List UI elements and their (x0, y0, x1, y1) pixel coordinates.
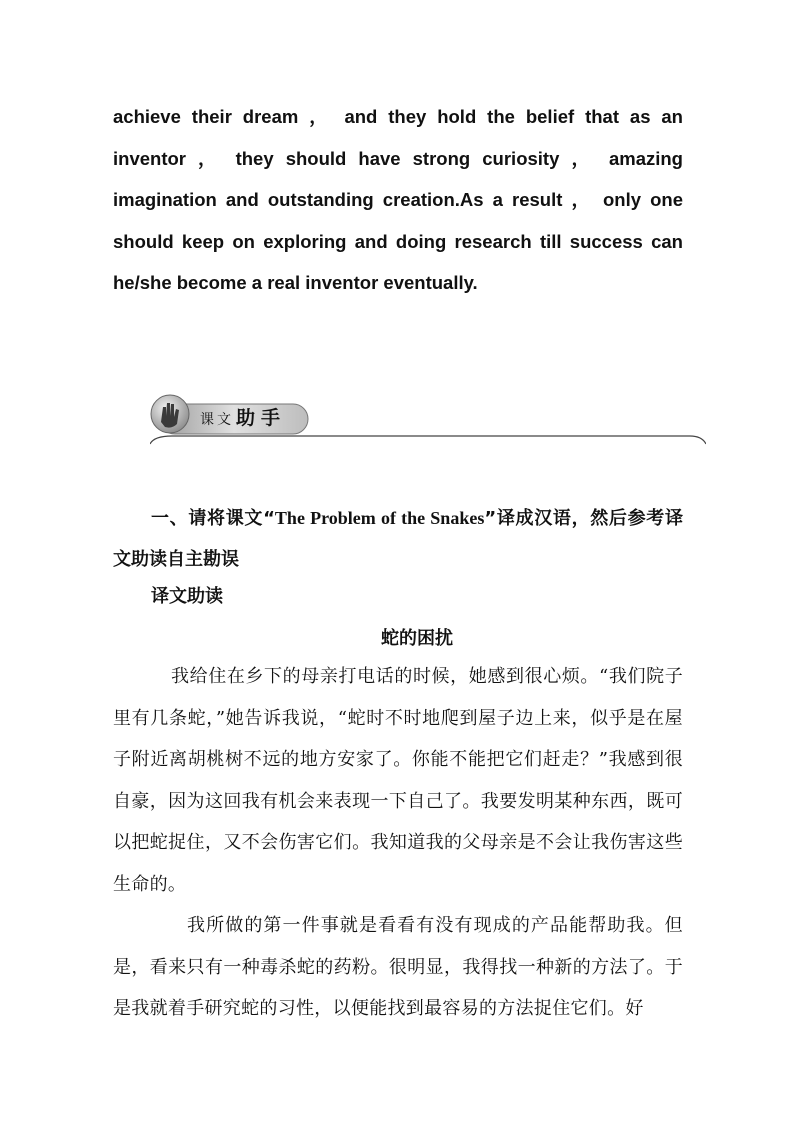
translation-paragraph-2: 我所做的第一件事就是看看有没有现成的产品能帮助我。但是，看来只有一种毒杀蛇的药粉。很明显，我得找一种新的方法了。于是我就着手研究蛇的习性，以便能找到最容易的方法捉住它们。好 (113, 915, 683, 1019)
section-heading-prefix: 一、请将课文“ (151, 508, 275, 529)
translation-paragraph-1: 我给住在乡下的母亲打电话的时候，她感到很心烦。“我们院子里有几条蛇，”她告诉我说，“蛇时不时地爬到屋子边上来，似乎是在屋子附近离胡桃树不远的地方安家了。你能不能把它们赶走？”我感到很自豪，因为这回我有机会来表现一下自己了。我要发明某种东西，既可以把蛇捉住，又不会伤害它们。我知道我的父母亲是不会让我伤害这些生命的。 (113, 666, 683, 895)
section-banner (150, 394, 706, 454)
banner-big-text: 助手 (236, 407, 287, 429)
section-heading (113, 498, 683, 580)
sub-heading: 译文助读 (151, 586, 223, 607)
english-paragraph: achieve their dream ， and they hold the belief that as an inventor ， they should have strong curiosity ， amazing imagination and outstanding creation.As a result ， only one should keep on exploring and doing research till success can he/she become a real inventor eventually. (113, 106, 683, 293)
section-heading-english-title: The Problem of the Snakes (274, 508, 485, 528)
translation-title: 蛇的困扰 (381, 628, 453, 649)
section-heading-suffix: ”译成汉语，然后参考译文助读自主勘误 (113, 508, 683, 570)
banner-small-text: 课文 (200, 412, 234, 428)
